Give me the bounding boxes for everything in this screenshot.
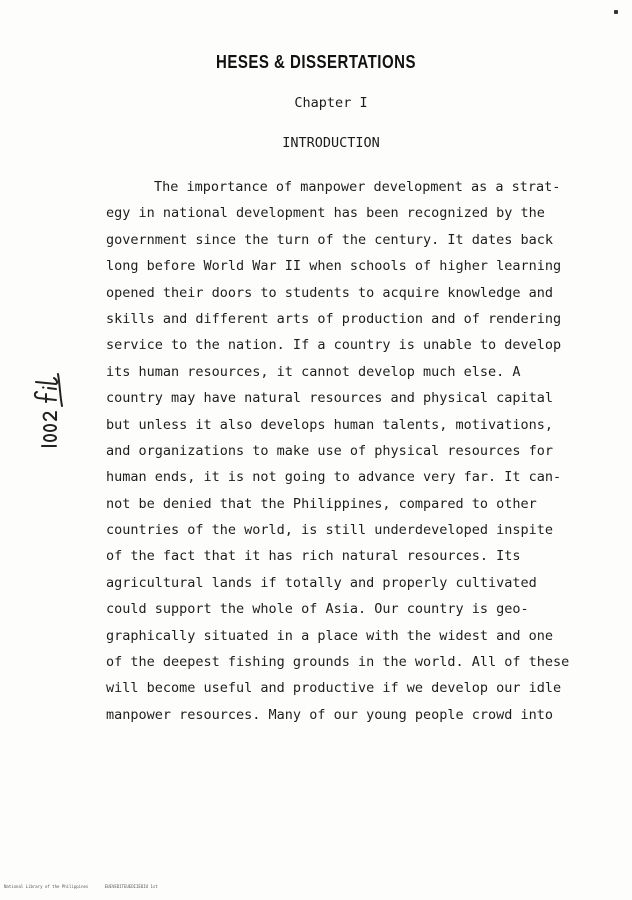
theses-dissertations-stamp: HESES & DISSERTATIONS [216,51,416,74]
scan-footer [4,884,158,889]
text-line: agricultural lands if totally and properly cultivated [106,574,537,591]
text-line: countries of the world, is still underdeveloped inspite [106,522,554,539]
text-line: will become useful and productive if we develop our idle [106,680,562,697]
introduction-paragraph [106,178,581,732]
text-line: could support the whole of Asia. Our country is geo- [106,601,529,618]
chapter-title: Chapter I [294,95,368,111]
text-line: not be denied that the Philippines, compared to other [106,495,537,512]
handwritten-call-number [18,350,78,450]
text-line: and organizations to make use of physical resources for [106,442,554,459]
text-line: service to the nation. If a country is unable to develop [106,337,562,354]
footer-code: EUEVEDITEUEDIIEDIU 1st [104,884,158,889]
text-line: its human resources, it cannot develop much else. A [106,363,521,380]
text-line: graphically situated in a place with the widest and one [106,627,554,644]
text-line: human ends, it is not going to advance very far. It can- [106,469,562,486]
corner-mark [614,10,618,14]
text-line: country may have natural resources and physical capital [106,390,554,407]
text-line: of the deepest fishing grounds in the world. All of these [106,654,570,671]
text-line: manpower resources. Many of our young people crowd into [106,706,554,723]
text-line: long before World War II when schools of higher learning [106,258,562,275]
text-line: government since the turn of the century. It dates back [106,231,554,248]
text-line: The importance of manpower development as a strat- [154,179,561,195]
text-line: skills and different arts of production and of rendering [106,310,562,327]
section-heading: INTRODUCTION [282,135,380,151]
text-line: of the fact that it has rich natural resources. Its [106,548,521,565]
text-line: egy in national development has been recognized by the [106,205,545,222]
text-line: but unless it also develops human talents, motivations, [106,416,554,433]
footer-library: National Library of the Philippines [4,884,89,889]
text-line: opened their doors to students to acquire knowledge and [106,284,554,301]
